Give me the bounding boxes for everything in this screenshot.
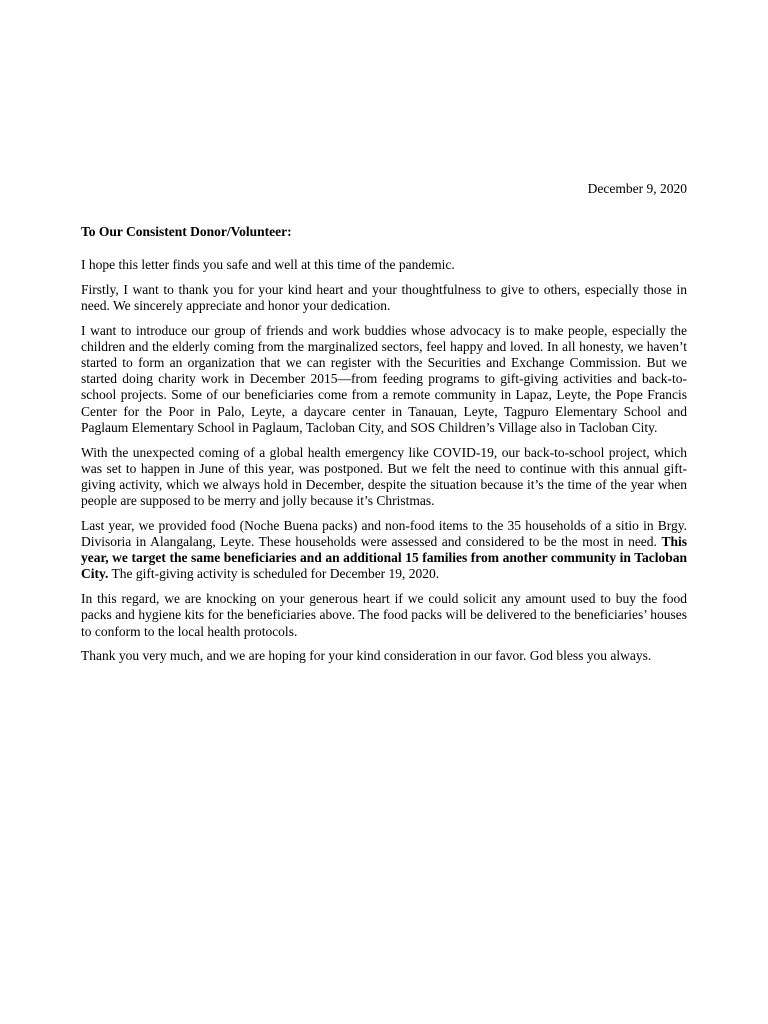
letter-date: December 9, 2020	[587, 181, 687, 196]
paragraph-introduction: I want to introduce our group of friends and work buddies whose advocacy is to make people, especially the children and the elderly coming from the marginalized sectors, feel happy and loved. In all honesty, we haven’t started to form an organization that we can register with the Securities and Exchange Commission. But we started doing charity work in December 2015—from feeding programs to gift-giving activities and back-to-school projects. Some of our beneficiaries come from a remote community in Lapaz, Leyte, the Pope Francis Center for the Poor in Palo, Leyte, a daycare center in Tanauan, Leyte, Tagpuro Elementary School and Paglaum Elementary School in Paglaum, Tacloban City, and SOS Children’s Village also in Tacloban City.	[81, 322, 687, 435]
paragraph-closing: Thank you very much, and we are hoping for your kind consideration in our favor. God bless you always.	[81, 648, 652, 664]
paragraph-covid: With the unexpected coming of a global health emergency like COVID-19, our back-to-school project, which was set to happen in June of this year, was postponed. But we felt the need to continue with this annual gift-giving activity, which we always hold in December, despite the situation because it’s the time of the year when people are supposed to be merry and jolly because it’s Christmas.	[81, 444, 687, 509]
letter-body	[81, 257, 687, 673]
paragraph-beneficiaries-start: Last year, we provided food (Noche Buena packs) and non-food items to the 35 households of a sitio in Brgy. Divisoria in Alangalang, Leyte. These households were assessed and considered to be the most in need.	[81, 517, 687, 550]
paragraph-thanks: Firstly, I want to thank you for your kind heart and your thoughtfulness to give to others, especially those in need. We sincerely appreciate and honor your dedication.	[81, 281, 687, 313]
paragraph-greeting: I hope this letter finds you safe and well at this time of the pandemic.	[81, 257, 455, 272]
letter-page	[81, 0, 687, 1024]
letter-salutation: To Our Consistent Donor/Volunteer:	[81, 224, 292, 239]
paragraph-request: In this regard, we are knocking on your generous heart if we could solicit any amount used to buy the food packs and hygiene kits for the beneficiaries above. The food packs will be delivered to the beneficiaries’ houses to conform to the local health protocols.	[81, 591, 687, 639]
paragraph-beneficiaries-emphasis: This year, we target the same beneficiaries and an additional 15 families from another community in Tacloban City.	[81, 534, 687, 582]
paragraph-beneficiaries-end: The gift-giving activity is scheduled for December 19, 2020.	[108, 566, 440, 582]
paragraph-beneficiaries	[81, 518, 687, 583]
